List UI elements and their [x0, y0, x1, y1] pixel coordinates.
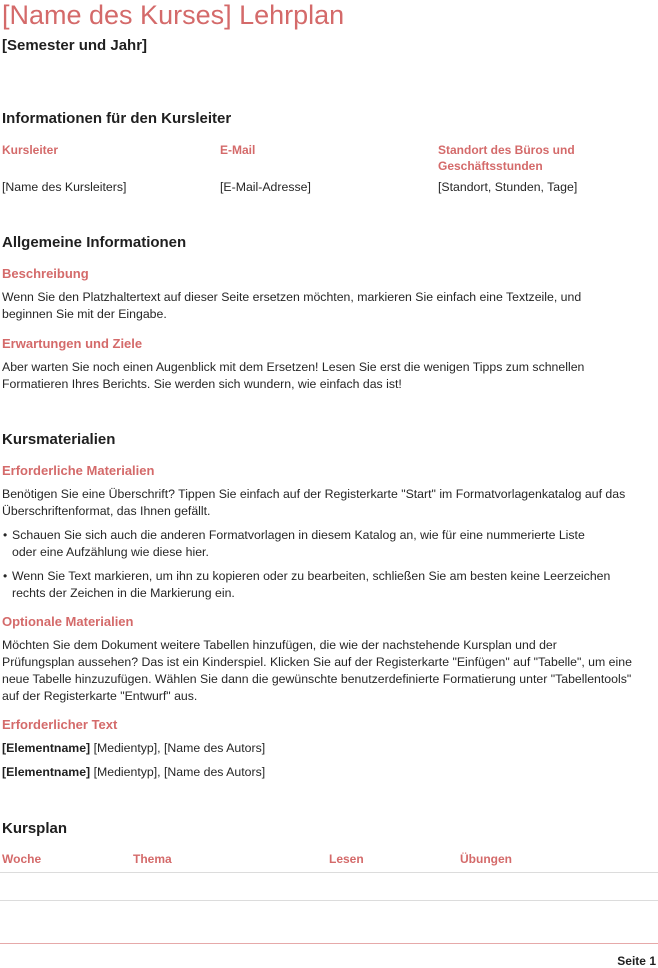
reference-element-name: [Elementname]	[2, 741, 91, 755]
reference-item	[2, 740, 265, 757]
office-column-header: Standort des Büros und Geschäftsstunden	[438, 143, 575, 173]
required-text-heading: Erforderlicher Text	[2, 717, 118, 732]
expectations-heading: Erwartungen und Ziele	[2, 336, 143, 351]
list-item-text: Schauen Sie sich auch die anderen Formatvorlagen in diesem Katalog an, wie für eine nummerierte Liste oder eine Aufzählung wie diese hier.	[12, 528, 585, 559]
footer-divider	[0, 943, 658, 944]
page-number: Seite 1	[617, 954, 656, 968]
reference-item	[2, 764, 265, 781]
bullet-icon: •	[3, 569, 8, 583]
general-info-heading: Allgemeine Informationen	[2, 234, 187, 251]
instructor-heading: Informationen für den Kursleiter	[2, 110, 232, 127]
table-row-divider	[0, 872, 658, 873]
instructor-name: [Name des Kursleiters]	[2, 180, 127, 194]
required-materials-heading: Erforderliche Materialien	[2, 463, 155, 478]
required-materials-text: Benötigen Sie eine Überschrift? Tippen Sie einfach auf der Registerkarte "Start" im Formatvorlagenkatalog auf das Überschriftenformat, das Ihnen gefällt.	[2, 487, 626, 518]
bullet-icon: •	[3, 528, 8, 542]
email-column-header: E-Mail	[220, 143, 256, 157]
table-row-divider	[0, 900, 658, 901]
expectations-text: Aber warten Sie noch einen Augenblick mit dem Ersetzen! Lesen Sie erst die wenigen Tipps zum schnellen Formatieren Ihres Berichts. Sie werden sich wundern, wie einfach das ist!	[2, 360, 585, 391]
optional-materials-heading: Optionale Materialien	[2, 614, 134, 629]
list-item	[0, 568, 630, 602]
list-item-text: Wenn Sie Text markieren, um ihn zu kopieren oder zu bearbeiten, schließen Sie am besten keine Leerzeichen rechts der Zeichen in die Markierung ein.	[12, 569, 611, 600]
exercises-column-header: Übungen	[460, 852, 512, 866]
optional-materials-text: Möchten Sie dem Dokument weitere Tabellen hinzufügen, die wie der nachstehende Kursplan und der Prüfungsplan aussehen? Das ist ein Kinderspiel. Klicken Sie auf der Registerkarte "Einfügen" auf "Tabelle", um eine neue Tabelle hinzuzufügen. Wählen Sie dann die gewünschte benutzerdefinierte Formatierung unter "Tabellentools" auf der Registerkarte "Entwurf" aus.	[2, 638, 632, 703]
instructor-email: [E-Mail-Adresse]	[220, 180, 311, 194]
week-column-header: Woche	[2, 852, 42, 866]
description-heading: Beschreibung	[2, 266, 89, 281]
reference-element-name: [Elementname]	[2, 765, 91, 779]
instructor-office: [Standort, Stunden, Tage]	[438, 180, 578, 194]
schedule-heading: Kursplan	[2, 820, 68, 837]
list-item	[0, 527, 630, 561]
topic-column-header: Thema	[133, 852, 172, 866]
reading-column-header: Lesen	[329, 852, 364, 866]
instructor-column-header: Kursleiter	[2, 143, 59, 157]
description-text: Wenn Sie den Platzhaltertext auf dieser Seite ersetzen möchten, markieren Sie einfach eine Textzeile, und beginnen Sie mit der Eingabe.	[2, 290, 582, 321]
semester-subtitle: [Semester und Jahr]	[2, 37, 148, 54]
reference-details: [Medientyp], [Name des Autors]	[90, 765, 266, 779]
reference-details: [Medientyp], [Name des Autors]	[90, 741, 266, 755]
materials-heading: Kursmaterialien	[2, 431, 116, 448]
page-title: [Name des Kurses] Lehrplan	[2, 0, 345, 30]
